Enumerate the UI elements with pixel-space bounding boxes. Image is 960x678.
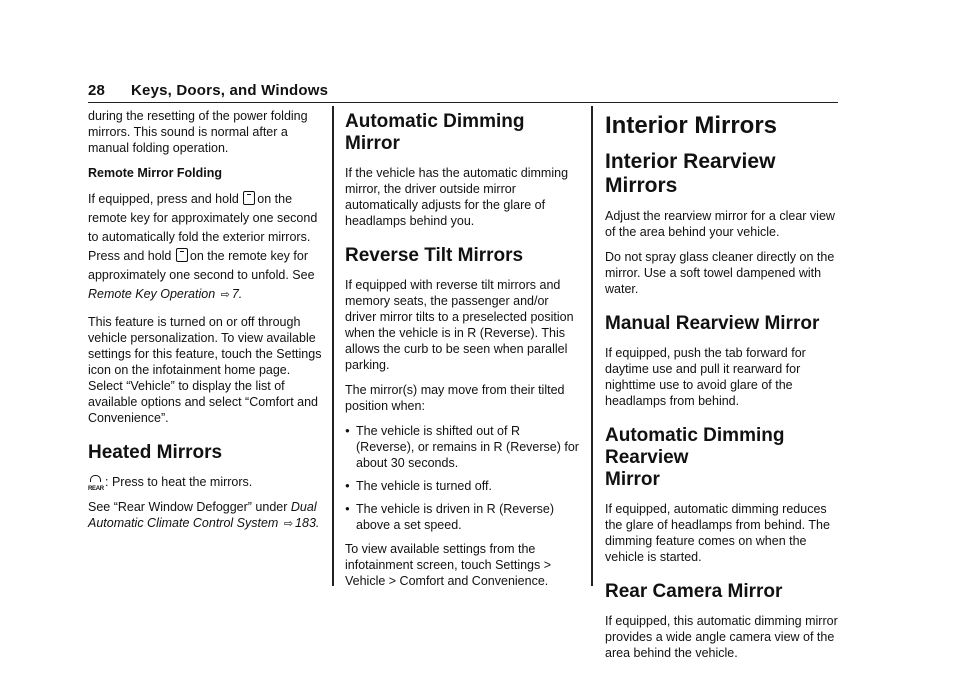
column-2 [345, 108, 581, 598]
paragraph: Do not spray glass cleaner directly on the mirror. Use a soft towel dampened with water. [605, 250, 835, 296]
heading-reverse-tilt-mirrors: Reverse Tilt Mirrors [345, 245, 524, 266]
paragraph: The mirror(s) may move from their tilted position when: [345, 383, 565, 413]
remote-key-button-icon [176, 248, 188, 262]
page-reference-icon: ⇨ [283, 518, 294, 530]
page-reference-icon: ⇨ [220, 289, 230, 301]
heading-rear-camera-mirror: Rear Camera Mirror [605, 581, 783, 602]
paragraph: If equipped, push the tab forward for daytime use and pull it rearward for nighttime use to avoid glare of the headlamps from behind. [605, 346, 806, 408]
column-1 [88, 108, 324, 541]
heated-mirrors-line: REAR : Press to heat the mirrors. [88, 475, 253, 492]
link-climate-control[interactable]: Dual Automatic Climate Control System [88, 500, 317, 530]
paragraph: If the vehicle has the automatic dimming mirror, the driver outside mirror automatically adjusts for the glare of headlamps behind you. [345, 166, 569, 228]
paragraph: If equipped, automatic dimming reduces the glare of headlamps from behind. The dimming feature comes on when the vehicle is started. [605, 502, 830, 564]
paragraph: If equipped with reverse tilt mirrors and memory seats, the passenger and/or driver mirror tilts to a preselected position when the vehicle is in R (Reverse). This allows the curb to be seen when parallel parking. [345, 278, 574, 372]
heading-heated-mirrors: Heated Mirrors [88, 442, 223, 463]
paragraph: If equipped, this automatic dimming mirror provides a wide angle camera view of the area behind the vehicle. [605, 614, 838, 660]
heading-automatic-dimming-mirror: Automatic Dimming Mirror [345, 111, 525, 154]
heading-interior-mirrors: Interior Mirrors [605, 112, 778, 139]
link-remote-key-operation[interactable]: Remote Key Operation [88, 287, 216, 301]
paragraph: This feature is turned on or off through vehicle personalization. To view available settings for this feature, touch the Settings icon on the infotainment home page. Select “Vehicle” to display the list of available options and select “Comfort and Convenience”. [88, 315, 322, 425]
paragraph: Adjust the rearview mirror for a clear view of the area behind your vehicle. [605, 209, 835, 239]
see-reference: See “Rear Window Defogger” under Dual Automatic Climate Control System ⇨ 183. [88, 500, 320, 530]
column-3 [605, 108, 841, 670]
rear-defog-icon: REAR [88, 475, 102, 489]
list-item: ● The vehicle is driven in R (Reverse) above a set speed. [345, 501, 581, 533]
page-header [88, 82, 838, 103]
list-item: ● The vehicle is turned off. [345, 478, 581, 494]
paragraph: To view available settings from the infotainment screen, touch Settings > Vehicle > Comfort and Convenience. [345, 542, 552, 588]
list-item: ● The vehicle is shifted out of R (Reverse), or remains in R (Reverse) for about 30 seconds. [345, 423, 581, 471]
remote-key-button-icon [243, 191, 255, 205]
bullet-list [345, 423, 581, 533]
paragraph-remote-folding: If equipped, press and hold on the remote key for approximately one second to automatically fold the exterior mirrors. Press and hold on the remote key for approximately one second to unfold. See Remote Key Operation ⇨ 7. [88, 192, 318, 301]
heading-automatic-dimming-rearview-mirror: Automatic Dimming Rearview Mirror [605, 425, 785, 490]
heading-interior-rearview-mirrors: Interior Rearview Mirrors [605, 150, 776, 197]
heading-manual-rearview-mirror: Manual Rearview Mirror [605, 313, 820, 334]
paragraph: during the resetting of the power folding mirrors. This sound is normal after a manual folding operation. [88, 109, 308, 155]
page-number: 28 [88, 82, 106, 99]
column-divider [591, 106, 593, 586]
subheading-remote-mirror-folding: Remote Mirror Folding [88, 166, 223, 180]
column-divider [332, 106, 334, 586]
section-title: Keys, Doors, and Windows [131, 82, 329, 99]
